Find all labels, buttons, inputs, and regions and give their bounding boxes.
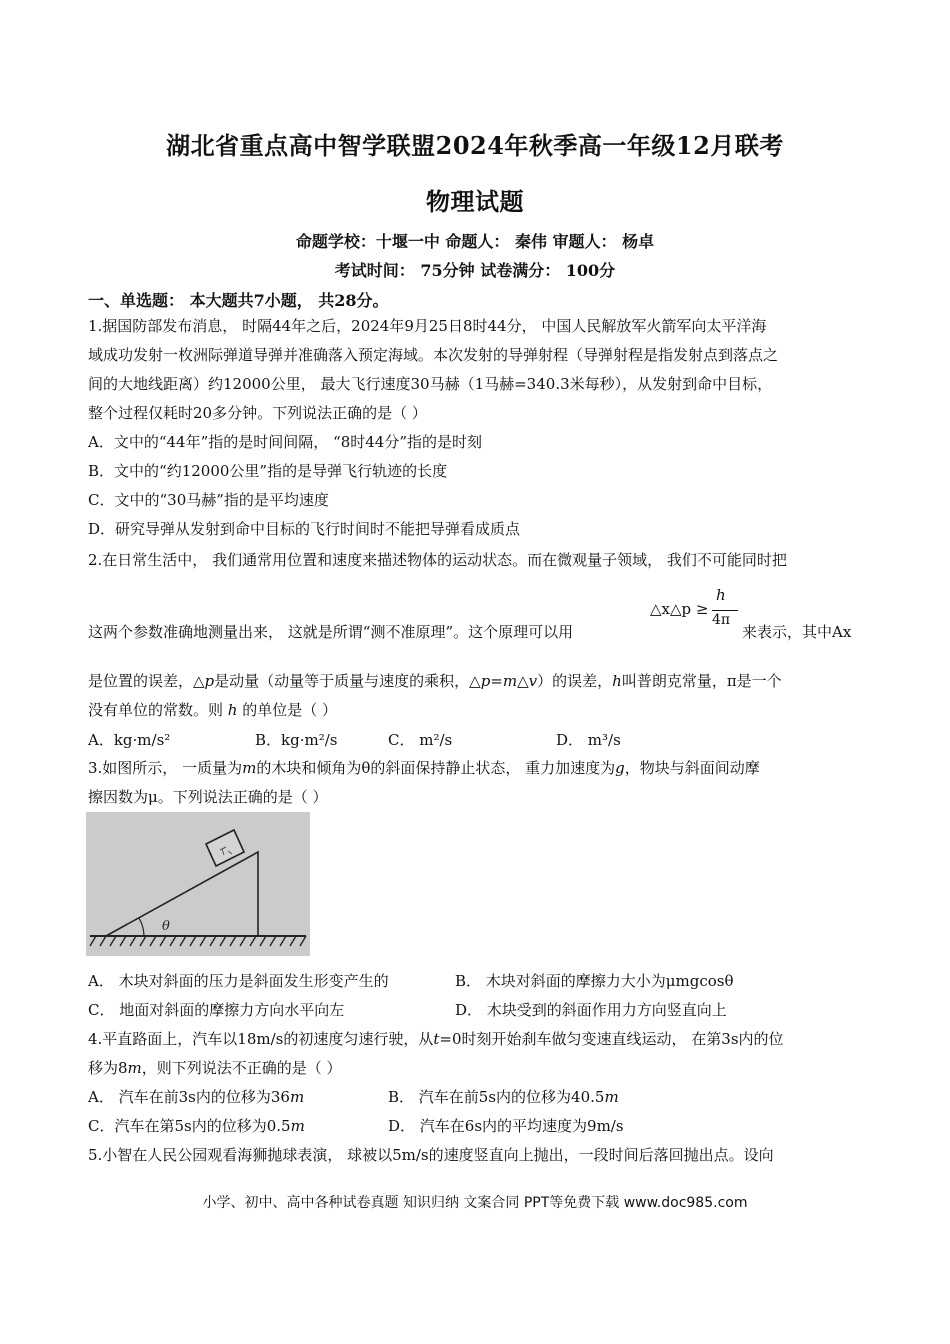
q5-line: 5.小智在人民公园观看海狮抛球表演， 球被以5m/s的速度竖直向上抛出，一段时间后落回抛出点。设向	[88, 1146, 774, 1164]
q2-option-a: A．kg·m/s²	[88, 731, 171, 749]
incline-diagram	[86, 812, 310, 956]
angle-label: θ	[162, 919, 170, 934]
q2-option-c: C． m²/s	[388, 731, 453, 749]
q2-line: 这两个参数准确地测量出来， 这就是所谓“测不准原理”。这个原理可以用	[88, 623, 574, 641]
q3-option-c: C． 地面对斜面的摩擦力方向水平向左	[88, 1001, 345, 1019]
q4-option-b: B． 汽车在前5s内的位移为40.5m	[388, 1088, 619, 1106]
ground-hatching	[90, 936, 306, 946]
incline-outline	[106, 852, 258, 936]
q4-option-a: A． 汽车在前3s内的位移为36m	[88, 1088, 305, 1106]
q1-option-b: B．文中的“约12000公里”指的是导弹飞行轨迹的长度	[88, 462, 448, 480]
q1-line: 间的大地线距离）约12000公里， 最大飞行速度30马赫（1马赫=340.3米每秒），从发射到命中目标，	[88, 375, 773, 393]
q1-line: 整个过程仅耗时20多分钟。下列说法正确的是（ ）	[88, 404, 427, 422]
uncertainty-formula	[650, 586, 740, 636]
formula-numerator: h	[716, 586, 726, 604]
q4-line: 移为8m，则下列说法不正确的是（ ）	[88, 1059, 342, 1077]
q2-line: 2.在日常生活中， 我们通常用位置和速度来描述物体的运动状态。而在微观量子领域， 我们不可能同时把	[88, 551, 787, 569]
exam-time-score: 考试时间： 75分钟 试卷满分： 100分	[334, 261, 616, 280]
exam-authors: 命题学校：十堰一中 命题人： 秦伟 审题人： 杨卓	[295, 232, 655, 251]
q1-option-c: C．文中的“30马赫”指的是平均速度	[88, 491, 329, 509]
q4-option-d: D． 汽车在6s内的平均速度为9m/s	[388, 1117, 624, 1135]
fraction-bar	[712, 610, 738, 611]
page-footer: 小学、初中、高中各种试卷真题 知识归纳 文案合同 PPT等免费下载 www.doc985.com	[202, 1195, 748, 1211]
q2-option-b: B．kg·m²/s	[255, 731, 338, 749]
q2-line: 是位置的误差，△p是动量（动量等于质量与速度的乘积，△p=m△v）的误差，h叫普朗克常量，π是一个	[88, 672, 782, 690]
q1-option-a: A．文中的“44年”指的是时间间隔， “8时44分”指的是时刻	[88, 433, 482, 451]
q3-line: 3.如图所示， 一质量为m的木块和倾角为θ的斜面保持静止状态， 重力加速度为g，物块与斜面间动摩	[88, 759, 760, 777]
q2-option-d: D． m³/s	[556, 731, 621, 749]
q1-option-d: D．研究导弹从发射到命中目标的飞行时间时不能把导弹看成质点	[88, 520, 521, 538]
q2-line: 来表示，其中Ax	[742, 623, 852, 641]
q1-line: 域成功发射一枚洲际弹道导弹并准确落入预定海域。本次发射的导弹射程（导弹射程是指发射点到落点之	[88, 346, 779, 364]
angle-arc	[139, 918, 144, 936]
q2-line: 没有单位的常数。则 h 的单位是（ ）	[88, 701, 337, 719]
section-heading: 一、单选题： 本大题共7小题， 共28分。	[88, 291, 389, 310]
q3-option-b: B． 木块对斜面的摩擦力大小为μmgcosθ	[455, 972, 734, 990]
exam-title: 湖北省重点高中智学联盟2024年秋季高一年级12月联考	[166, 131, 784, 160]
q1-line: 1.据国防部发布消息， 时隔44年之后，2024年9月25日8时44分， 中国人民解放军火箭军向太平洋海	[88, 317, 767, 335]
q4-option-c: C．汽车在第5s内的位移为0.5m	[88, 1117, 305, 1135]
exam-subtitle: 物理试题	[426, 187, 524, 216]
q3-option-a: A． 木块对斜面的压力是斜面发生形变产生的	[88, 972, 389, 990]
formula-denominator: 4π	[712, 612, 731, 628]
q3-option-d: D． 木块受到的斜面作用力方向竖直向上	[455, 1001, 727, 1019]
formula-lhs: △x△p ≥	[650, 600, 709, 618]
incline-figure	[86, 812, 310, 956]
q4-line: 4.平直路面上，汽车以18m/s的初速度匀速行驶，从t=0时刻开始刹车做匀变速直线运动， 在第3s内的位	[88, 1030, 784, 1048]
q3-line: 擦因数为μ。下列说法正确的是（ ）	[88, 788, 328, 806]
